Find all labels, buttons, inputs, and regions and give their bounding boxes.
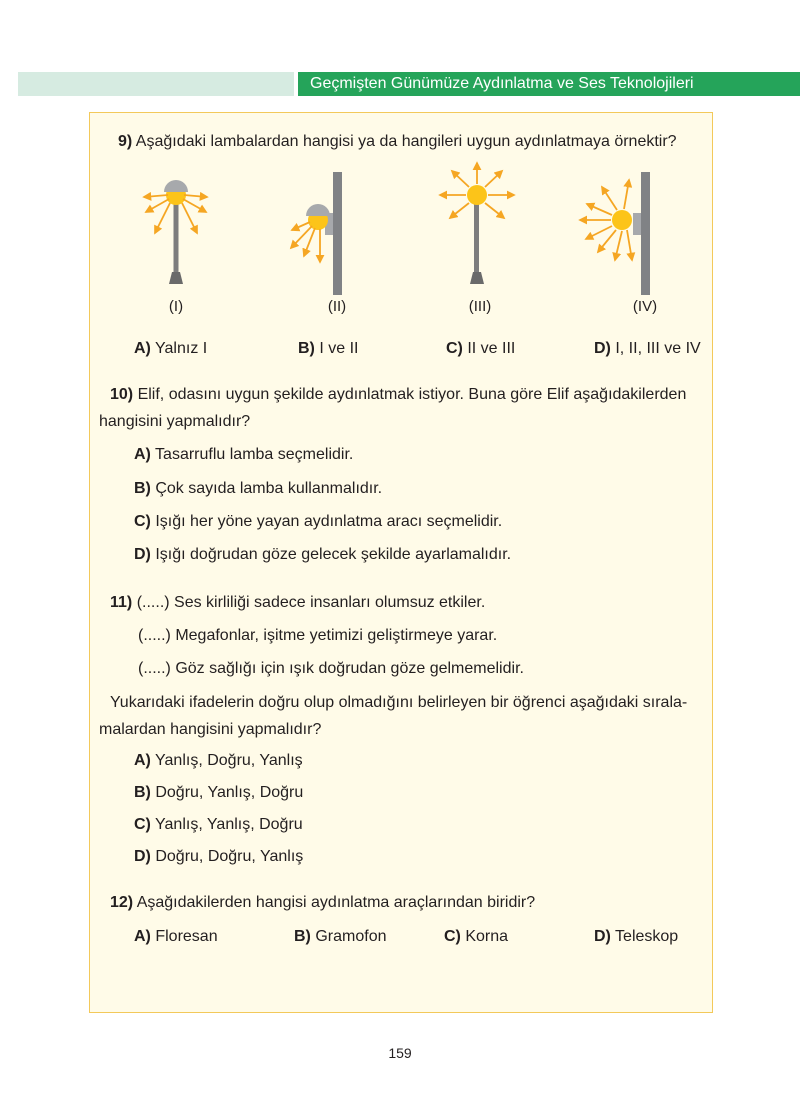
q10-option-d[interactable]: D) Işığı doğrudan göze gelecek şekilde ayarlamalıdır.: [134, 546, 512, 563]
q12-option-c[interactable]: C) Korna: [444, 928, 509, 945]
q11-option-b[interactable]: B) Doğru, Yanlış, Doğru: [134, 784, 304, 801]
lamp-figures: [0, 0, 800, 320]
q12-option-a[interactable]: A) Floresan: [134, 928, 218, 945]
statement-1: (.....) Ses kirliliği sadece insanları olumsuz etkiler.: [136, 594, 486, 611]
figure-label-3: (III): [468, 298, 492, 315]
lamp-2: [291, 172, 342, 295]
question-text: Elif, odasını uygun şekilde aydınlatmak istiyor. Buna göre Elif aşağıdakilerden: [137, 386, 687, 403]
figure-label-2: (II): [327, 298, 347, 315]
q9-option-a[interactable]: A) Yalnız I: [134, 340, 208, 357]
statement-3: (.....) Göz sağlığı için ışık doğrudan göze gelmemelidir.: [138, 660, 524, 677]
q10-option-a[interactable]: A) Tasarruflu lamba seçmelidir.: [134, 446, 354, 463]
question-number: 12): [110, 894, 134, 911]
question-12: [110, 893, 535, 913]
question-9: [118, 132, 677, 152]
q10-option-c[interactable]: C) Işığı her yöne yayan aydınlatma aracı seçmelidir.: [134, 513, 503, 530]
question-number: 9): [118, 133, 133, 150]
question-10-line2: hangisini yapmalıdır?: [99, 413, 251, 430]
question-text: Aşağıdaki lambalardan hangisi ya da hangileri uygun aydınlatmaya örnektir?: [135, 133, 677, 150]
question-number: 10): [110, 386, 134, 403]
q9-option-c[interactable]: C) II ve III: [446, 340, 516, 357]
question-text: Aşağıdakilerden hangisi aydınlatma araçlarından biridir?: [136, 894, 536, 911]
q9-option-d[interactable]: D) I, II, III ve IV: [594, 340, 701, 357]
q11-option-d[interactable]: D) Doğru, Doğru, Yanlış: [134, 848, 304, 865]
statement-2: (.....) Megafonlar, işitme yetimizi geliştirmeye yarar.: [138, 627, 498, 644]
lamp-4: [580, 172, 650, 295]
q11-option-c[interactable]: C) Yanlış, Yanlış, Doğru: [134, 816, 303, 833]
question-11: [110, 593, 485, 613]
figure-label-1: (I): [168, 298, 184, 315]
question-number: 11): [110, 594, 133, 611]
q12-option-d[interactable]: D) Teleskop: [594, 928, 679, 945]
question-11-line2: malardan hangisini yapmalıdır?: [99, 721, 322, 738]
q10-option-b[interactable]: B) Çok sayıda lamba kullanmalıdır.: [134, 480, 383, 497]
lamp-1: [144, 180, 207, 284]
lamp-3: [440, 163, 514, 284]
page-number: 159: [388, 1045, 412, 1061]
header-title: Geçmişten Günümüze Aydınlatma ve Ses Teknolojileri: [298, 72, 800, 96]
question-10: [110, 385, 686, 405]
q11-option-a[interactable]: A) Yanlış, Doğru, Yanlış: [134, 752, 303, 769]
figure-label-4: (IV): [632, 298, 658, 315]
q9-option-b[interactable]: B) I ve II: [298, 340, 359, 357]
q12-option-b[interactable]: B) Gramofon: [294, 928, 387, 945]
question-11-text: Yukarıdaki ifadelerin doğru olup olmadığını belirleyen bir öğrenci aşağıdaki sırala-: [110, 694, 688, 711]
